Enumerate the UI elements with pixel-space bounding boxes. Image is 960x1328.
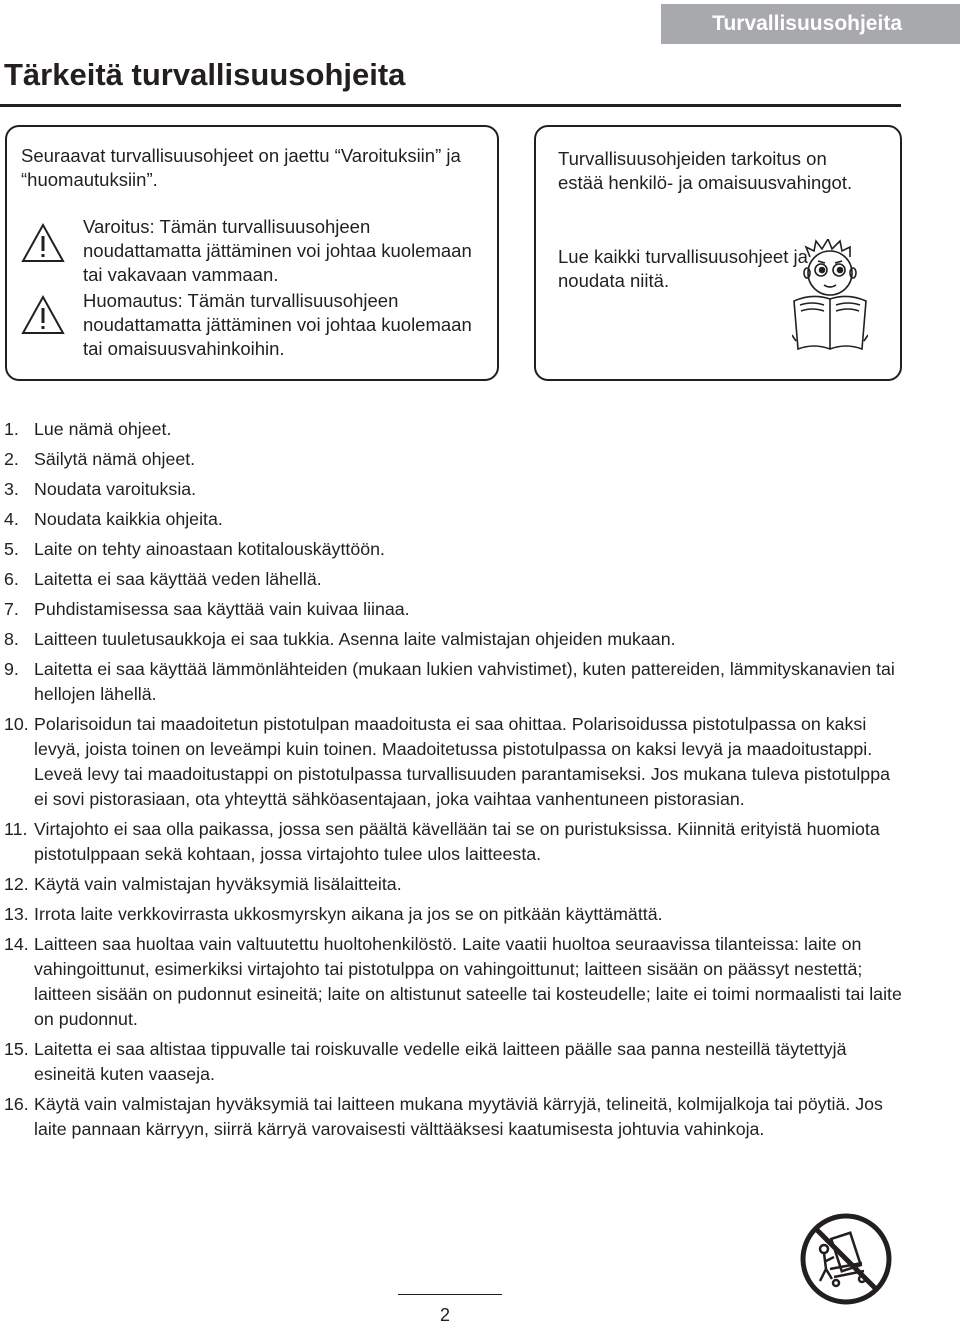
list-item: 2. Säilytä nämä ohjeet. xyxy=(4,449,196,469)
warning-text: Varoitus: Tämän turvallisuusohjeen noudattamatta jättäminen voi johtaa kuolemaan tai vakavaan vammaan. xyxy=(83,216,472,285)
list-item: 1. Lue nämä ohjeet. xyxy=(4,419,172,439)
list-item: 11. Virtajohto ei saa olla paikassa, jossa sen päältä kävellään tai se on puristuksissa. Kiinnitä erityistä huomiota pistotulppaan sekä kohtaan, jossa virtajohto tulee ulos laitteesta. xyxy=(4,819,880,864)
title-divider xyxy=(0,104,901,107)
page-number: 2 xyxy=(440,1305,451,1325)
cart-tip-over-warning-icon xyxy=(800,1213,892,1305)
list-item: 15. Laitetta ei saa altistaa tippuvalle tai roiskuvalle vedelle eikä laitteen päälle saa panna nesteillä täytettyjä esineitä kuten vaaseja. xyxy=(4,1039,847,1084)
caution-text: Huomautus: Tämän turvallisuusohjeen noudattamatta jättäminen voi johtaa kuolemaan tai omaisuusvahinkoihin. xyxy=(83,290,472,359)
list-item: 13. Irrota laite verkkovirrasta ukkosmyrskyn aikana ja jos se on pitkään käyttämättä. xyxy=(4,904,663,924)
purpose-text: Turvallisuusohjeiden tarkoitus on estää henkilö- ja omaisuusvahingot. xyxy=(558,148,853,193)
person-reading-icon xyxy=(792,239,868,367)
read-instructions-text: Lue kaikki turvallisuusohjeet ja noudata niitä. xyxy=(558,246,808,291)
warning-triangle-icon xyxy=(21,223,65,263)
list-item: 14. Laitteen saa huoltaa vain valtuutettu huoltohenkilöstö. Laite vaatii huoltoa seuraavissa tilanteissa: laite on vahingoittunut, esimerkiksi virtajohto tai pistotulppa on vahingoittunut; laitteen sisään on päässyt nestettä; laitteen sisään on pudonnut esineitä; laite on altistunut sateelle tai kosteudelle; laite ei toimi normaalisti tai laite on pudonnut. xyxy=(4,934,902,1029)
list-item: 10. Polarisoidun tai maadoitetun pistotulpan maadoitusta ei saa ohittaa. Polarisoidussa pistotulpassa on kaksi levyä, joista toinen on leveämpi kuin toinen. Maadoitetussa pistotulpassa on kaksi levyä ja maadoitustappi. Leveä levy tai maadoitustappi on pistotulpassa turvallisuuden parantamiseksi. Jos mukana tuleva pistotulppa ei sovi pistorasiaan, ota yhteyttä sähköasentajaan, joka vaihtaa vanhentuneen pistorasian. xyxy=(4,714,890,809)
list-item: 8. Laitteen tuuletusaukkoja ei saa tukkia. Asenna laite valmistajan ohjeiden mukaan. xyxy=(4,629,676,649)
list-item: 6. Laitetta ei saa käyttää veden lähellä. xyxy=(4,569,322,589)
list-item: 4. Noudata kaikkia ohjeita. xyxy=(4,509,223,529)
list-item: 7. Puhdistamisessa saa käyttää vain kuivaa liinaa. xyxy=(4,599,410,619)
section-tab: Turvallisuusohjeita xyxy=(661,4,960,44)
list-item: 16. Käytä vain valmistajan hyväksymiä tai laitteen mukana myytäviä kärryjä, telineitä, kolmijalkoja tai pöytiä. Jos laite pannaan kärryyn, siirrä kärryä varovaisesti välttääksesi kaatumisesta johtuvia vahinkoja. xyxy=(4,1094,883,1139)
legend-intro: Seuraavat turvallisuusohjeet on jaettu “Varoituksiin” ja “huomautuksiin”. xyxy=(21,145,461,190)
list-item: 3. Noudata varoituksia. xyxy=(4,479,197,499)
caution-triangle-icon xyxy=(21,295,65,335)
warning-legend-box xyxy=(5,125,499,381)
list-item: 12. Käytä vain valmistajan hyväksymiä lisälaitteita. xyxy=(4,874,402,894)
list-item: 5. Laite on tehty ainoastaan kotitalouskäyttöön. xyxy=(4,539,385,559)
purpose-box xyxy=(534,125,902,381)
list-item: 9. Laitetta ei saa käyttää lämmönlähteiden (mukaan lukien vahvistimet), kuten pattereiden, lämmityskanavien tai hellojen lähellä. xyxy=(4,659,895,704)
page-title: Tärkeitä turvallisuusohjeita xyxy=(4,57,406,92)
safety-instruction-list xyxy=(4,417,904,1147)
footer-divider xyxy=(398,1294,502,1295)
